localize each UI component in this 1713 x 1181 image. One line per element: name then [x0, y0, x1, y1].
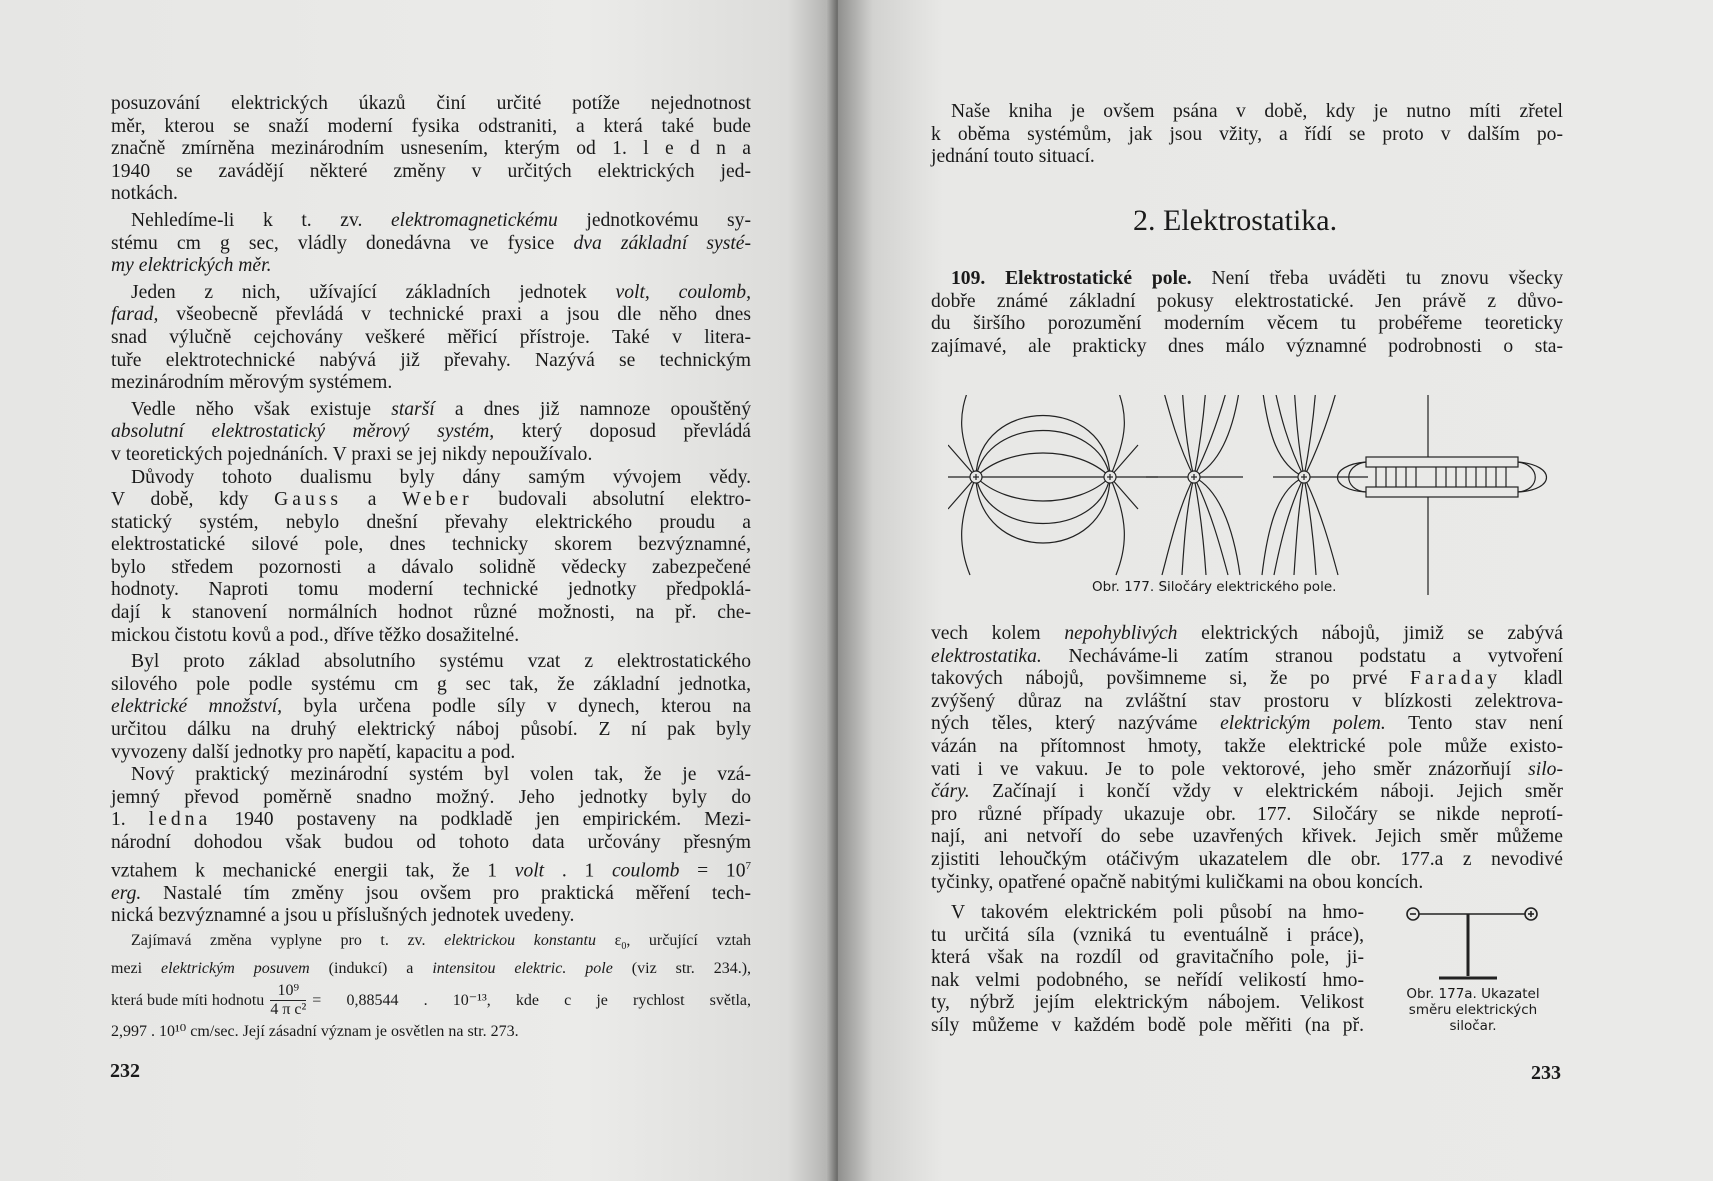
text-line	[111, 233, 751, 256]
paragraph-4	[111, 399, 751, 467]
text-line: snad výlučně cejchovány veškeré měřicí přístroje. Také v litera-	[111, 326, 751, 348]
text-span: (viz str. 234.),	[612, 960, 752, 978]
text-span: a	[342, 489, 403, 511]
fraction-denominator: 4 π c²	[270, 1001, 307, 1019]
text-span: . 1	[544, 860, 612, 882]
italic-term: erg.	[111, 882, 142, 904]
text-line: určitou dálku na druhý elektrický náboj působí. Z ní pak byly	[111, 719, 751, 741]
fraction-numerator: 10⁹	[270, 982, 306, 1001]
text-line: notkách.	[111, 183, 178, 205]
italic-term: intensitou elektric. pole	[432, 960, 613, 978]
text-span: vati i ve vakuu. Je to pole vektorové, jeho směr znázorňují	[931, 758, 1529, 780]
text-line: tyčinky, opatřené opačně nabitými kuličkami na obou koncích.	[931, 871, 1424, 893]
text-line	[931, 646, 1563, 669]
text-line: Byl proto základ absolutního systému vzat z elektrostatického	[131, 651, 751, 673]
text-line: 2,997 . 10¹⁰ cm/sec. Její zásadní význam je osvětlen na str. 273.	[111, 1023, 519, 1041]
fraction	[270, 982, 306, 1019]
text-line	[931, 268, 1563, 291]
text-span: 1.	[111, 809, 149, 831]
italic-term: farad,	[111, 304, 159, 326]
caption-line: směru elektrických	[1408, 1002, 1538, 1018]
italic-term: elektromagnetickému	[390, 209, 558, 231]
text-span: Není třeba uváděti tu znovu všecky	[1191, 268, 1564, 289]
text-line: mickou čistotu kovů a pod., dříve těžko dosažitelné.	[111, 624, 520, 646]
spaced-word: ledna	[148, 809, 212, 831]
left-text-column	[111, 93, 751, 1043]
capacitor-field	[1338, 395, 1547, 595]
paragraph-5	[111, 467, 751, 648]
text-line	[111, 255, 751, 278]
spaced-name: Faraday	[1409, 668, 1502, 690]
text-line: nají, ani netvoří do sebe uzavřených křivek. Jejich směr můžeme	[931, 826, 1563, 848]
text-line	[111, 282, 751, 305]
text-span: elektrických nábojů, jimiž se zabývá	[1177, 623, 1563, 644]
text-line: hodnoty. Naproti tomu moderní technické jednotky předpoklá-	[111, 579, 751, 601]
text-span: byla určena podle síly v dynech, kterou na	[282, 696, 752, 718]
text-span: ných těles, který nazýváme	[931, 713, 1221, 735]
text-line: zajímavé, ale prakticky dnes málo významné podrobnosti o sta-	[931, 335, 1563, 357]
figure-177-caption: Obr. 177. Siločáry elektrického pole.	[1092, 579, 1337, 595]
italic-term: elektrostatika.	[931, 645, 1042, 667]
subscript: 0	[621, 941, 627, 953]
text-span: vztahem k mechanické energii tak, že 1	[111, 860, 515, 882]
text-span: všeobecně převládá v technické praxi a jsou dle něho dnes	[158, 304, 751, 326]
formula-line	[111, 982, 751, 1019]
italic-term: nepohyblivých	[1064, 623, 1178, 644]
italic-term: silo-	[1528, 758, 1563, 780]
last-paragraph	[931, 902, 1364, 1038]
text-line: jemný převod poměrně snadno možný. Jeho jednotky byly do	[111, 786, 751, 808]
text-span: Necháváme-li zatím stranou podstatu a vytvoření	[1041, 645, 1563, 667]
text-line: tuře elektrotechnické nabývá již převahy. Nazývá se technickým	[111, 349, 751, 371]
text-line	[111, 304, 751, 327]
text-line: statický systém, nebylo dnešní převahy elektrického proudu a	[111, 511, 751, 533]
text-line	[931, 623, 1563, 646]
text-line: Naše kniha je ovšem psána v době, kdy je nutno míti zřetel	[951, 101, 1563, 122]
spaced-name: Gauss	[274, 489, 343, 511]
left-page	[0, 0, 838, 1181]
text-line: měr, kterou se snaží moderní fysika odstraniti, a která také bude	[111, 115, 751, 137]
caption-line: siločar.	[1449, 1018, 1497, 1034]
text-span: = 0,88544 . 10⁻¹³, kde c je rychlost světla,	[312, 991, 751, 1009]
text-span: , určující vztah	[626, 931, 752, 949]
text-line	[931, 759, 1563, 782]
text-line: nická bezvýznamné a jsou u příslušných jednotek uvedeny.	[111, 905, 575, 927]
caption-line: Obr. 177a. Ukazatel	[1406, 986, 1540, 1002]
spaced-name: Weber	[402, 489, 473, 511]
text-span: budovali absolutní elektro-	[472, 489, 751, 511]
text-line: dobře známé základní pokusy elektrostatické. Jen právě z důvo-	[931, 290, 1563, 312]
text-line: která však na rozdíl od gravitačního pole, ji-	[931, 947, 1364, 969]
text-span: kladl	[1501, 668, 1563, 690]
italic-term: my elektrických měr.	[111, 255, 272, 277]
text-line	[111, 696, 751, 719]
paragraph-2	[111, 210, 751, 278]
italic-term: elektrickým polem.	[1220, 713, 1386, 735]
section-paragraph	[931, 268, 1563, 358]
like-charges-field	[1146, 395, 1368, 575]
italic-term: coulomb	[611, 860, 680, 882]
text-span: ε	[596, 931, 622, 949]
text-line: dají k stanovení normálních hodnot různé možnosti, na př. che-	[111, 602, 751, 624]
text-line	[931, 713, 1563, 736]
italic-term: dva základní systé-	[573, 232, 751, 254]
footnote	[111, 930, 751, 1043]
chapter-heading: 2. Elektrostatika.	[1133, 204, 1338, 237]
text-line	[111, 958, 751, 980]
text-line: mezinárodním měrovým systémem.	[111, 372, 393, 394]
body-paragraph	[931, 623, 1563, 894]
text-line: tu určitá síla (vzniká tu eventuálně i práce),	[931, 924, 1364, 946]
text-span: jednotkovému sy-	[557, 209, 751, 231]
text-line: v teoretických pojednáních. V praxi se jej nikdy nepoužívalo.	[111, 443, 593, 465]
italic-term: elektrické množství,	[111, 696, 283, 718]
text-span: Zajímavá změna vyplyne pro t. zv.	[131, 931, 445, 949]
text-line	[931, 668, 1563, 691]
text-span: Jeden z nich, užívající základních jednotek	[131, 281, 616, 303]
text-span: Nehledíme-li k t. zv.	[131, 209, 391, 231]
text-span: a dnes již namnoze opouštěný	[434, 398, 751, 420]
figure-177-field-lines	[948, 395, 1580, 595]
text-span: vech kolem	[931, 623, 1065, 644]
text-line: silového pole podle systému cm g sec tak, že základní jednotka,	[111, 673, 751, 695]
paragraph-1	[111, 93, 751, 206]
figure-177a-caption	[1398, 986, 1548, 1034]
text-line	[111, 210, 751, 233]
italic-term: čáry.	[931, 781, 970, 803]
text-line: vázán na přítomnost hmoty, takže elektrické pole může existo-	[931, 735, 1563, 757]
text-line	[111, 930, 751, 958]
intro-paragraph	[931, 101, 1563, 169]
text-line: Nový praktický mezinárodní systém byl volen tak, že je vzá-	[131, 764, 751, 786]
text-line	[111, 809, 751, 832]
text-span: 1940 postaveny na podkladě jen empirickém. Mezi-	[211, 809, 752, 831]
text-line: du širšího porozumění moderním věcem tu probéřeme teoreticky	[931, 313, 1563, 335]
dipole-field	[948, 395, 1158, 575]
italic-term: absolutní elektrostatický měrový systém,	[111, 421, 495, 443]
paragraph-6	[111, 651, 751, 764]
text-line: síly můžeme v každém bodě pole měřiti (na př.	[931, 1014, 1364, 1036]
paragraph-7	[111, 764, 751, 928]
text-line: značně zmírněna mezinárodním usnesením, kterým od 1. l e d n a	[111, 138, 751, 160]
paragraph-3	[111, 282, 751, 395]
text-span: takových nábojů, povšimneme si, že po prvé	[931, 668, 1410, 690]
text-span: která bude míti hodnotu	[111, 991, 265, 1009]
text-line	[111, 421, 751, 444]
text-span: V době, kdy	[111, 489, 275, 511]
figure-177a-pointer	[1403, 900, 1543, 982]
text-line: k oběma systémům, jak jsou vžity, a řídí se proto v dalším po-	[931, 123, 1563, 145]
italic-term: volt, coulomb,	[615, 281, 752, 303]
text-line: bylo středem pozornosti a dávalo solidně vědecky zabezpečené	[111, 556, 751, 578]
text-line: národní dohodou však budou od tohoto data určovány přesným	[111, 832, 751, 853]
text-line: vyvozeny další jednotky pro napětí, kapacitu a pod.	[111, 741, 516, 763]
text-line: posuzování elektrických úkazů činí určité potíže nejednotnost	[111, 93, 751, 114]
text-line	[111, 489, 751, 512]
italic-term: elektrickou konstantu	[444, 931, 596, 949]
text-span: stému cm g sec, vládly donedávna ve fysice	[111, 232, 574, 254]
text-span: mezi	[111, 960, 162, 978]
page-number-right: 233	[1531, 1062, 1561, 1084]
page-number-left: 232	[110, 1060, 140, 1082]
text-line	[111, 399, 751, 422]
right-page	[838, 0, 1713, 1181]
italic-term: starší	[391, 398, 435, 420]
text-line: zvýšený důraz na zvláštní stav prostoru v blízkosti zelektrova-	[931, 690, 1563, 712]
italic-term: volt	[514, 860, 545, 882]
text-line	[111, 855, 751, 883]
text-span: Tento stav není	[1385, 713, 1563, 735]
text-line: 1940 se zavádějí některé změny v určitých elektrických jed-	[111, 160, 751, 182]
text-span: Vedle něho však existuje	[131, 398, 392, 420]
section-title: 109. Elektrostatické pole.	[951, 268, 1192, 289]
text-line	[111, 883, 751, 906]
text-line: Důvody tohoto dualismu byly dány samým vývojem vědy.	[131, 466, 751, 488]
text-line: elektrostatické silové pole, dnes technicky skorem bezvýznamné,	[111, 534, 751, 556]
superscript: 7	[745, 859, 751, 872]
text-line: ty, nýbrž jejím elektrickým nábojem. Velikost	[931, 992, 1364, 1014]
text-span: = 10	[679, 860, 746, 882]
text-span: (indukcí) a	[309, 960, 433, 978]
text-span: Nastalé tím změny jsou ovšem pro praktická měření tech-	[141, 882, 751, 904]
text-span: Začínají i končí vždy v elektrickém náboji. Jejich směr	[969, 781, 1563, 803]
text-span: který doposud převládá	[494, 421, 751, 443]
text-line: V takovém elektrickém poli působí na hmo-	[951, 902, 1364, 923]
text-line: nak velmi podobného, se neřídí velikostí hmo-	[931, 969, 1364, 991]
text-line: zjistiti lehoučkým otáčivým ukazatelem dle obr. 177.a z nevodivé	[931, 848, 1563, 870]
text-line	[931, 781, 1563, 804]
text-line: jednání touto situací.	[931, 146, 1095, 168]
italic-term: elektrickým posuvem	[161, 960, 310, 978]
text-line: pro různé případy ukazuje obr. 177. Siločáry se nikde neprotí-	[931, 803, 1563, 825]
